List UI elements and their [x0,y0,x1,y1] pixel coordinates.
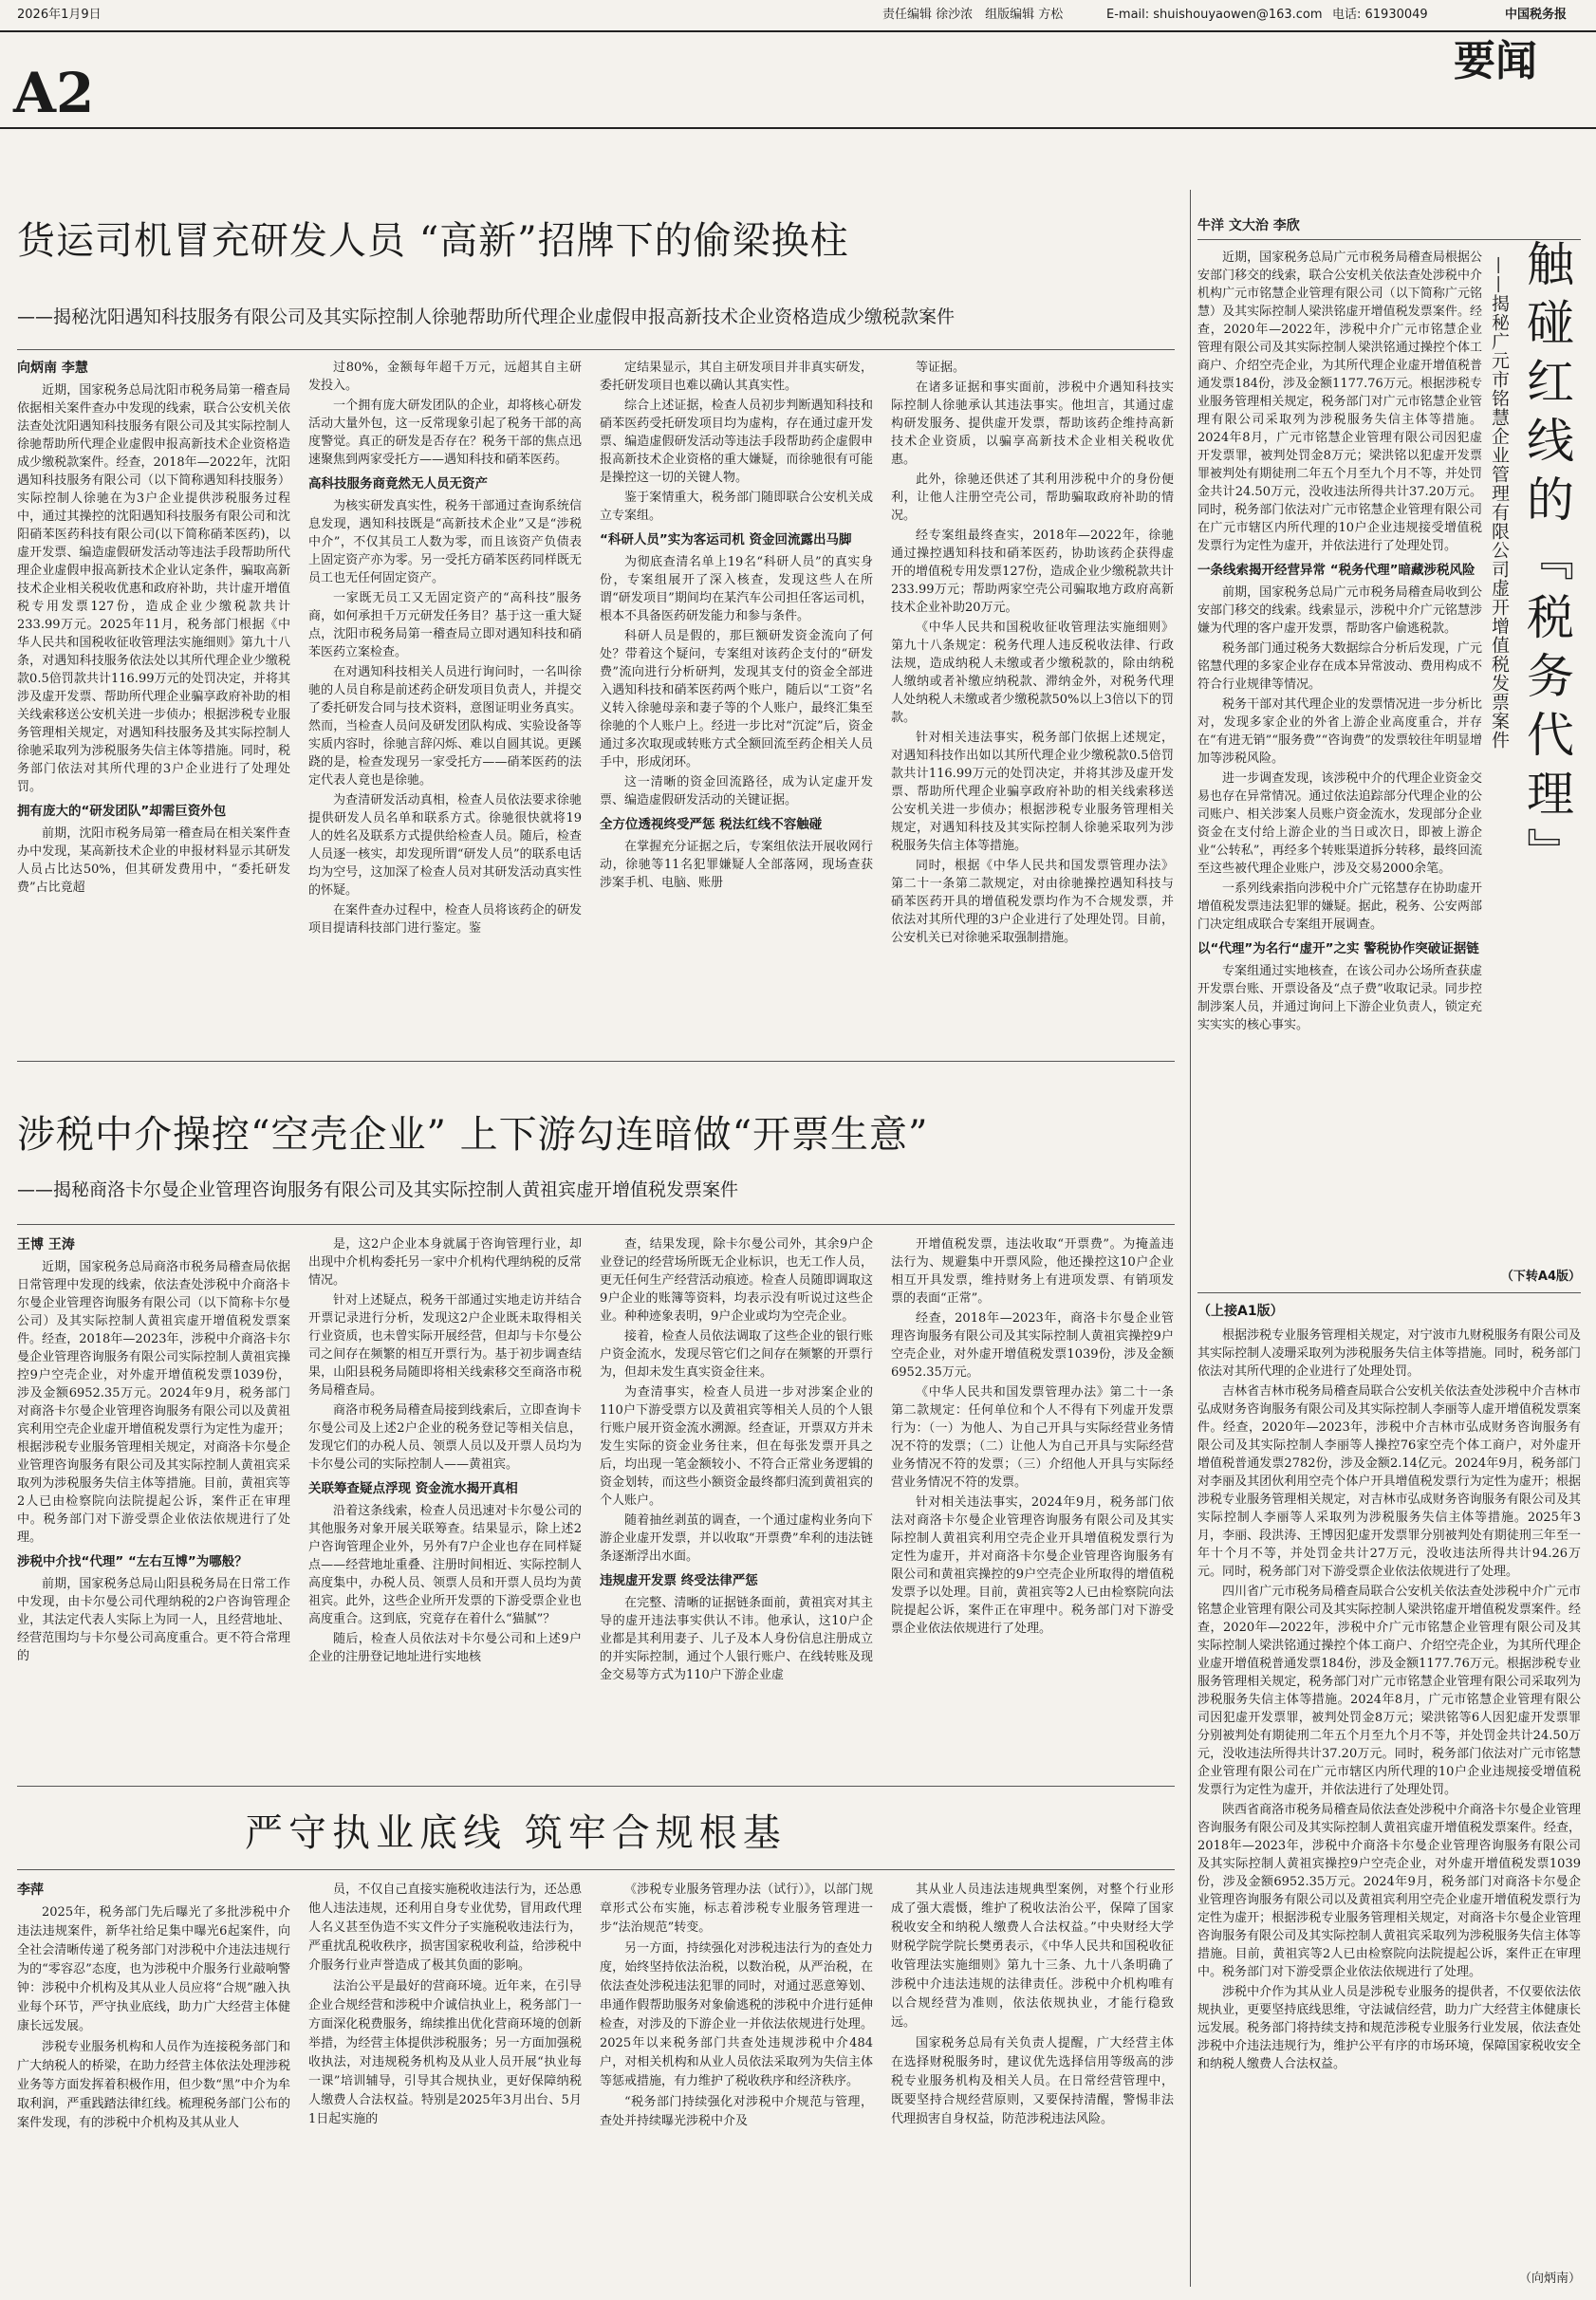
section-rule [0,127,1596,129]
article3-column-4: 其从业人员违法违规典型案例，对整个行业形成了强大震慑，维护了税收法治公平，保障了国家税收安全和纳税人缴费人合法权益。”中央财经大学财税学院学院长樊勇表示，《中华人民共和国税收征收管理法实施细则》第九十三条、九十八条明确了涉税中介违法违规的法律责任。涉税中介机构唯有以合规经营为准则，依法依规执业，才能行稳致远。 国家税务总局有关负责人提醒，广大经营主体在选择财税服务时，建议优先选择信用等级高的涉税专业服务机构及相关人员。在日常经营管理中，既要坚持合规经营原则，又要保持清醒，警惕非法代理损害自身权益，防范涉税违法风险。 [891,1883,1174,2126]
header-paper-name: 中国税务报 [1505,8,1568,22]
header-date: 2026年1月9日 [17,8,102,22]
article3-column-3: 《涉税专业服务管理办法（试行）》，以部门规章形式公布实施，标志着涉税专业服务管理进一步“法治规范”转变。 另一方面，持续强化对涉税违法行为的查处力度，始终坚持依法治税，以数治税，从严治税，在依法查处涉税违法犯罪的同时，对通过恶意筹划、串通作假帮助服务对象偷逃税的涉税中介进行延伸检查，对涉及的下游企业一并依法依规进行处理。2025年以来税务部门共查处违规涉税中介484户，对相关机构和从业人员依法采取列为失信主体等惩戒措施，有力维护了税收秩序和经济秩序。 “税务部门持续强化对涉税中介规范与管理，查处并持续曝光涉税中介及 [600,1883,873,2128]
header-phone: 电话: 61930049 [1332,8,1428,22]
article3-column-1: 2025年，税务部门先后曝光了多批涉税中介违法违规案件，新华社给足集中曝光6起案件，向全社会清晰传递了税务部门对涉税中介违法违规行为的“零容忍”态度，也为涉税中介服务行业敲响警钟：涉税中介机构及其从业人员应将“合规”融入执业每个环节，严守执业底线，助力广大经营主体健康长远发展。 涉税专业服务机构和人员作为连接税务部门和广大纳税人的桥梁，在助力经营主体依法处理涉税业务等方面发挥着积极作用，但少数“黑”中介为牟取利润，严重践踏法律红线。梳理税务部门公布的案件发现，有的涉税中介机构及其从业人 [17,1905,290,2130]
article1-title: 货运司机冒充研发人员 “高新”招牌下的偷梁换柱 [17,219,849,263]
article2-byline: 王博 王涛 [17,1237,75,1252]
article3-byline: 李萍 [17,1883,44,1898]
article-separator-2 [17,1786,1175,1787]
section-title: 要闻 [1454,37,1537,85]
continuation-label: （上接A1版） [1197,1304,1284,1319]
article3-title: 严守执业底线 筑牢合规根基 [245,1811,787,1855]
article1-rule [17,349,1175,350]
page-number: A2 [13,61,95,125]
sidebar-title: 触碰红线的『税务代理』 [1519,239,1574,886]
article2-subtitle: ——揭秘商洛卡尔曼企业管理咨询服务有限公司及其实际控制人黄祖宾虚开增值税发票案件 [17,1179,739,1200]
article2-column-1: 近期，国家税务总局商洛市税务局稽查局依据日常管理中发现的线索，依法查处涉税中介商洛卡尔曼企业管理咨询服务有限公司（以下简称卡尔曼公司）及其实际控制人黄祖宾虚开增值税发票案件。经查，2018年—2023年，涉税中介商洛卡尔曼企业管理咨询服务有限公司实际控制人黄祖宾操控9户空壳企业，对外虚开增值税发票1039份，涉及金额6952.35万元。2024年9月，税务部门对商洛卡尔曼企业管理咨询服务有限公司以及黄祖宾利用空壳企业虚开增值税发票行为定性为虚开；根据涉税专业服务管理相关规定，对商洛卡尔曼企业管理咨询服务有限公司及其实际控制人黄祖宾采取列为涉税服务失信主体等措施。目前，黄祖宾等2人已由检察院向法院提起公诉，案件正在审理中。税务部门对下游受票企业依法依规进行了处理。 涉税中介找“代理” “左右互博”为哪般？ 前期，国家税务总局山阳县税务局在日常工作中发现，由卡尔曼公司代理纳税的2户咨询管理企业，其法定代表人实际上为同一人，且经营地址、经营范围均与卡尔曼公司高度重合。更不符合常理的 [17,1260,290,1663]
article1-column-1: 近期，国家税务总局沈阳市税务局第一稽查局依据相关案件查办中发现的线索，联合公安机关依法查处沈阳遇知科技服务有限公司及其实际控制人徐驰帮助所代理企业虚假申报高新技术企业资格造成少缴税款案件。经查，2018年—2022年，沈阳遇知科技服务有限公司（以下简称遇知科技服务）实际控制人徐驰在为3户企业提供涉税服务过程中，通过其操控的沈阳遇知科技服务有限公司和沈阳硝苯医药科技有限公司(以下简称硝苯医药)，以虚开发票、编造虚假研发活动等违法手段帮助所代理企业虚假申报高新技术企业认定条件，骗取高新技术企业相关税收优惠和政府补助，共计虚开增值税专用发票127份，造成企业少缴税款共计233.99万元。2025年11月，税务部门根据《中华人民共和国税收征收管理法实施细则》第九十八条，对遇知科技服务依法处以其所代理企业少缴税款0.5倍罚款共计116.99万元的处罚决定，并将其涉及虚开发票、帮助所代理企业骗享政府补助的相关线索移送公安机关进一步侦办；根据涉税专业服务管理相关规定，对遇知科技服务及其实际控制人徐驰采取列为涉税服务失信主体等措施。同时，税务部门依法对其所代理的3户企业进行了处理处罚。 拥有庞大的“研发团队”却需巨资外包 前期，沈阳市税务局第一稽查局在相关案件查办中发现，某高新技术企业的申报材料显示其研发人员占比达50%，但其研发费用中，“委托研发费”占比竟超 [17,383,290,895]
article1-byline: 向炳南 李慧 [17,361,88,376]
article2-rule [17,1224,1175,1225]
article1-column-3: 定结果显示，其自主研发项目并非真实研发，委托研发项目也难以确认其真实性。 综合上述证据，检查人员初步判断遇知科技和硝苯医药受托研发项目均为虚构，存在通过虚开发票、编造虚假研发活动等违法手段帮助药企虚假申报高新技术企业资格的重大嫌疑，而徐驰很有可能是操控这一切的关键人物。 鉴于案情重大，税务部门随即联合公安机关成立专案组。 “科研人员”实为客运司机 资金回流露出马脚 为彻底查清名单上19名“科研人员”的真实身份，专案组展开了深入核查，发现这些人在所谓“研发项目”期间均在某汽车公司担任客运司机，根本不具备医药研发能力和参与条件。 科研人员是假的，那巨额研发资金流向了何处？带着这个疑问，专案组对该药企支付的“研发费”流向进行分析研判，发现其支付的资金全部进入遇知科技和硝苯医药两个账户，随后以“工资”名义转入徐驰母亲和妻子等的个人账户，最终汇集至徐驰的个人账户上。经进一步比对“沉淀”后，资金通过多次取现或转账方式全额回流至药企相关人员手中，形成闭环。 这一清晰的资金回流路径，成为认定虚开发票、编造虚假研发活动的关键证据。 全方位透视终受严惩 税法红线不容触碰 在掌握充分证据之后，专案组依法开展收网行动，徐驰等11名犯罪嫌疑人全部落网，现场查获涉案手机、电脑、账册 [600,361,873,890]
article2-title: 涉税中介操控“空壳企业” 上下游勾连暗做“开票生意” [17,1113,929,1157]
sidebar-byline: 牛洋 文大治 李欣 [1197,218,1300,233]
continuation-body: 根据涉税专业服务管理相关规定，对宁波市九财税服务有限公司及其实际控制人凌珊采取列为涉税服务失信主体等措施。同时，税务部门依法对其所代理的企业进行了处理处罚。 吉林省吉林市税务局稽查局联合公安机关依法查处涉税中介吉林市弘成财务咨询服务有限公司及其实际控制人李丽等人虚开增值税发票案件。经查，2020年—2023年，涉税中介吉林市弘成财务咨询服务有限公司及其实际控制人李丽等人操控76家空壳个体工商户，对外虚开增值税普通发票2782份，涉及金额2.14亿元。2024年9月，税务部门对李丽及其团伙利用空壳个体户开具增值税发票行为定性为虚开；根据涉税专业服务管理相关规定，对吉林市弘成财务咨询服务有限公司及其实际控制人李丽等人采取列为涉税服务失信主体等措施。2025年3月，李丽、段洪涛、王博因犯虚开发票罪分别被判处有期徒刑三年至一年十个月不等，并处罚金共计27万元，没收违法所得共计94.26万元。同时，税务部门对下游受票企业依法依规进行了处理。 四川省广元市税务局稽查局联合公安机关依法查处涉税中介广元市铭慧企业管理有限公司及其实际控制人梁洪铭虚开增值税发票案件。经查，2020年—2022年，涉税中介广元市铭慧企业管理有限公司及其实际控制人梁洪铭通过操控个体工商户、介绍空壳企业，为其所代理企业虚开增值税普通发票184份，涉及金额1177.76万元。根据涉税专业服务管理相关规定，税务部门对广元市铭慧企业管理有限公司采取列为涉税服务失信主体等措施。2024年8月，广元市铭慧企业管理有限公司因犯虚开发票罪，被判处罚金8万元；梁洪铭等6人因犯虚开发票罪分别被判处有期徒刑二年五个月至九个月不等，并处罚金共计24.50万元，没收违法所得共计37.20万元。同时，税务部门依法对广元市铭慧企业管理有限公司在广元市辖区内所代理的10户企业违规接受增值税发票行为定性为虚开，并依法进行了处理处罚。 陕西省商洛市税务局稽查局依法查处涉税中介商洛卡尔曼企业管理咨询服务有限公司及其实际控制人黄祖宾虚开增值税发票案件。经查，2018年—2023年，涉税中介商洛卡尔曼企业管理咨询服务有限公司及其实际控制人黄祖宾操控9户空壳企业，对外虚开增值税发票1039份，涉及金额6952.35万元。2024年9月，税务部门对商洛卡尔曼企业管理咨询服务有限公司以及黄祖宾利用空壳企业虚开增值税发票行为定性为虚开；根据涉税专业服务管理相关规定，对商洛卡尔曼企业管理咨询服务有限公司及其实际控制人黄祖宾采取列为涉税服务失信主体等措施。目前，黄祖宾等2人已由检察院向法院提起公诉，案件正在审理中。税务部门对下游受票企业依法依规进行了处理。 涉税中介作为其从业人员是涉税专业服务的提供者，不仅要依法依规执业，更要坚持底线思维，守法诚信经营，助力广大经营主体健康长远发展。税务部门将持续支持和规范涉税专业服务行业发展，依法查处涉税中介违法违规行为，维护公平有序的市场环境，保障国家税收安全和纳税人缴费人合法权益。 [1197,1328,1581,2071]
sidebar-body: 近期，国家税务总局广元市税务局稽查局根据公安部门移交的线索，联合公安机关依法查处涉税中介机构广元市铭慧企业管理有限公司（以下简称广元铭慧）及其实际控制人梁洪铭虚开增值税发票案件。经查，2020年—2022年，涉税中介广元市铭慧企业管理有限公司及其实际控制人梁洪铭通过操控个体工商户、介绍空壳企业，为其所代理企业虚开增值税普通发票184份，涉及金额1177.76万元。根据涉税专业服务管理相关规定，税务部门对广元市铭慧企业管理有限公司采取列为涉税服务失信主体等措施。2024年8月，广元市铭慧企业管理有限公司因犯虚开发票罪，被判处罚金8万元；梁洪铭以犯虚开发票罪被判处有期徒刑二年五个月至九个月不等，并处罚金共计24.50万元，没收违法所得共计37.20万元。同时，税务部门依法对广元市铭慧企业管理有限公司在广元市辖区内所代理的10户企业违规接受增值税发票行为定性为虚开，并依法进行了处理处罚。 一条线索揭开经营异常 “税务代理”暗藏涉税风险 前期，国家税务总局广元市税务局稽查局收到公安部门移交的线索。线索显示，涉税中介广元铭慧涉嫌为代理的客户虚开发票，帮助客户偷逃税款。 税务部门通过税务大数据综合分析后发现，广元铭慧代理的多家企业存在成本异常波动、费用构成不符合行业规律等情况。 税务干部对其代理企业的发票情况进一步分析比对，发现多家企业的外省上游企业高度重合，并存在“有进无销”“服务费”“咨询费”的发票较往年明显增加等涉税风险。 进一步调查发现，该涉税中介的代理企业资金交易也存在异常情况。通过依法追踪部分代理企业的公司账户、相关涉案人员账户资金流水，发现部分企业资金在支付给上游企业的当日或次日，即被上游企业“公转私”，再经多个转账渠道拆分转移，最终回流至这些被代理企业账户，涉及交易2000余笔。 一系列线索指向涉税中介广元铭慧存在协助虚开增值税发票违法犯罪的嫌疑。据此，税务、公安两部门决定组成联合专案组开展调查。 以“代理”为名行“虚开”之实 警税协作突破证据链 专案组通过实地核查，在该公司办公场所查获虚开发票台账、开票设备及“点子费”收取记录。同步控制涉案人员，并通过询问上下游企业负责人，锁定充实实实的核心事实。 [1197,250,1482,1032]
continuation-end-mark: （向炳南） [1518,2272,1581,2286]
header-rule [0,30,1596,32]
article1-subtitle: ——揭秘沈阳遇知科技服务有限公司及其实际控制人徐驰帮助所代理企业虚假申报高新技术企业资格造成少缴税款案件 [17,306,956,327]
article-separator-1 [17,1061,1175,1062]
continuation-rule [1197,1292,1581,1293]
article3-column-2: 员，不仅自己直接实施税收违法行为，还怂恿他人违法违规，还利用自身专业优势，冒用政代理人名义甚至伪造不实文件分子实施税收违法行为，严重扰乱税收秩序，损害国家税收利益，给涉税中介服务行业声誉造成了极其负面的影响。 法治公平是最好的营商环境。近年来，在引导企业合规经营和涉税中介诚信执业上，税务部门一方面深化税费服务，绵续推出优化营商环境的创新举措，为经营主体提供涉税服务；另一方面加强税收执法，对违规税务机构及从业人员开展“执业每一课”培训辅导，引导其合规执业，更好保障纳税人缴费人合法权益。特别是2025年3月出台、5月1日起实施的 [308,1883,582,2126]
article1-column-4: 等证据。 在诸多证据和事实面前，涉税中介遇知科技实际控制人徐驰承认其违法事实。他坦言，其通过虚构研发服务、提供虚开发票，帮助该药企维持高新技术企业资质，以骗享高新技术企业相关税收优惠。 此外，徐驰还供述了其利用涉税中介的身份便利，让他人注册空壳公司，帮助骗取政府补助的情况。 经专案组最终查实，2018年—2022年，徐驰通过操控遇知科技和硝苯医药，协助该药企获得虚开的增值税专用发票127份，造成企业少缴税款共计233.99万元；帮助两家空壳公司骗取地方政府高新技术企业补助20万元。 《中华人民共和国税收征收管理法实施细则》第九十八条规定：税务代理人违反税收法律、行政法规，造成纳税人未缴或者少缴税款的，除由纳税人缴纳或者补缴应纳税款、滞纳金外，对税务代理人处纳税人未缴或者少缴税款50%以上3倍以下的罚款。 针对相关违法事实，税务部门依据上述规定，对遇知科技作出如以其所代理企业少缴税款0.5倍罚款共计116.99万元的处罚决定，并将其涉及虚开发票、帮助所代理企业骗享政府补助的相关线索移送公安机关进一步侦办；根据涉税专业服务管理相关规定，对遇知科技及其实际控制人徐驰采取列为涉税服务失信主体等措施。 同时，根据《中华人民共和国发票管理办法》第二十一条第二款规定，对由徐驰操控遇知科技与硝苯医药开具的增值税发票均作为不合规发票，并依法对其所代理的3户企业进行了处理处罚。目前，公安机关已对徐驰采取强制措施。 [891,361,1174,945]
page-header [0,0,1596,30]
column-divider [1190,190,1191,2287]
article3-rule [17,1869,1175,1870]
article2-column-4: 开增值税发票，违法收取“开票费”。为掩盖违法行为、规避集中开票风险，他还操控这10户企业相互开具发票，维持财务上有进项发票、有销项发票的表面“正常”。 经查，2018年—2023年，商洛卡尔曼企业管理咨询服务有限公司及其实际控制人黄祖宾操控9户空壳企业，对外虚开增值税发票1039份，涉及金额6952.35万元。 《中华人民共和国发票管理办法》第二十一条第二款规定：任何单位和个人不得有下列虚开发票行为：（一）为他人、为自己开具与实际经营业务情况不符的发票；（二）让他人为自己开具与实际经营业务情况不符的发票；（三）介绍他人开具与实际经营业务情况不符的发票。 针对相关违法事实，2024年9月，税务部门依法对商洛卡尔曼企业管理咨询服务有限公司及其实际控制人黄祖宾利用空壳企业开具增值税发票行为定性为虚开，并对商洛卡尔曼企业管理咨询服务有限公司和黄祖宾操控的9户空壳企业所取得的增值税发票予以处理。目前，黄祖宾等2人已由检察院向法院提起公诉，案件正在审理中。税务部门对下游受票企业依法依规进行了处理。 [891,1237,1174,1636]
sidebar-continued: （下转A4版） [1500,1270,1581,1284]
article2-column-2: 是，这2户企业本身就属于咨询管理行业，却出现中介机构委托另一家中介机构代理纳税的反常情况。 针对上述疑点，税务干部通过实地走访并结合开票记录进行分析，发现这2户企业既未取得相关行业资质，也未曾实际开展经营，但却与卡尔曼公司之间存在频繁的相互开票行为。基于初步调查结果，山阳县税务局随即将相关线索移交至商洛市税务局稽查局。 商洛市税务局稽查局接到线索后，立即查询卡尔曼公司及上述2户企业的税务登记等相关信息，发现它们的办税人员、领票人员以及开票人员均为卡尔曼公司的实际控制人——黄祖宾。 关联筹查疑点浮现 资金流水揭开真相 沿着这条线索，检查人员迅速对卡尔曼公司的其他服务对象开展关联筹查。结果显示，除上述2户咨询管理企业外，另外有7户企业也存在同样疑点——经营地址重叠、注册时间相近、实际控制人高度集中，办税人员、领票人员和开票人员均为黄祖宾。此外，这些企业所开发票的下游受票企业也高度重合。这到底，究竟存在着什么“猫腻”？ 随后，检查人员依法对卡尔曼公司和上述9户企业的注册登记地址进行实地核 [308,1237,582,1664]
header-email: E-mail: shuishouyaowen@163.com [1106,8,1323,22]
sidebar-subtitle: ——揭秘广元市铭慧企业管理有限公司虚开增值税发票案件 [1489,256,1510,750]
header-editors: 责任编辑 徐沙浓 组版编辑 方松 [882,8,1064,22]
article2-column-3: 查，结果发现，除卡尔曼公司外，其余9户企业登记的经营场所既无企业标识，也无工作人员，更无任何生产经营活动痕迹。检查人员随即调取这9户企业的账簿等资料，均表示没有听说过这些企业。种种迹象表明，9户企业或均为空壳企业。 接着，检查人员依法调取了这些企业的银行账户资金流水，发现尽管它们之间存在频繁的开票行为，但却未发生真实资金往来。 为查清事实，检查人员进一步对涉案企业的110户下游受票方以及黄祖宾等相关人员的个人银行账户展开资金流水溯源。经查证，开票双方并未发生实际的资金业务往来，但在每张发票开具之后，均出现一笔金额较小、不符合正常业务逻辑的资金划转，而这些小额资金最终都归流到黄祖宾的个人账户。 随着抽丝剥茧的调查，一个通过虚构业务向下游企业虚开发票，并以收取“开票费”牟利的违法链条逐渐浮出水面。 违规虚开发票 终受法律严惩 在完整、清晰的证据链条面前，黄祖宾对其主导的虚开违法事实供认不讳。他承认，这10户企业都是其利用妻子、儿子及本人身份信息注册成立的并实际控制，通过个人银行账户、在线转账及现金交易等方式为110户下游企业虚 [600,1237,873,1682]
article1-column-2: 过80%，金额每年超千万元，远超其自主研发投入。 一个拥有庞大研发团队的企业，却将核心研发活动大量外包，这一反常现象引起了税务干部的高度警觉。真正的研发是否存在？税务干部的焦点迅速聚焦到两家受托方——遇知科技和硝苯医药。 高科技服务商竟然无人员无资产 为核实研发真实性，税务干部通过查询系统信息发现，遇知科技既是“高新技术企业”又是“涉税中介”，不仅其员工人数为零，而且该资产负债表上固定资产亦为零。另一受托方硝苯医药同样既无员工也无任何固定资产。 一家既无员工又无固定资产的“高科技”服务商，如何承担千万元研发任务目？基于这一重大疑点，沈阳市税务局第一稽查局立即对遇知科技和硝苯医药立案检查。 在对遇知科技相关人员进行询问时，一名叫徐驰的人员自称是前述药企研发项目负责人，并提交了委托研发合同与技术资料，意图证明业务真实。然而，当检查人员问及研发团队构成、实验设备等实质内容时，徐驰言辞闪烁、难以自圆其说。更蹊跷的是，检查发现另一家受托方——硝苯医药的法定代表人竟也是徐驰。 为查清研发活动真相，检查人员依法要求徐驰提供研发人员名单和联系方式。徐驰很快就将19人的姓名及联系方式提供给检查人员。随后，检查人员逐一核实，却发现所谓“研发人员”的联系电话均为空号，这加深了检查人员对其研发活动真实性的怀疑。 在案件查办过程中，检查人员将该药企的研发项目提请科技部门进行鉴定。鉴 [308,361,582,936]
